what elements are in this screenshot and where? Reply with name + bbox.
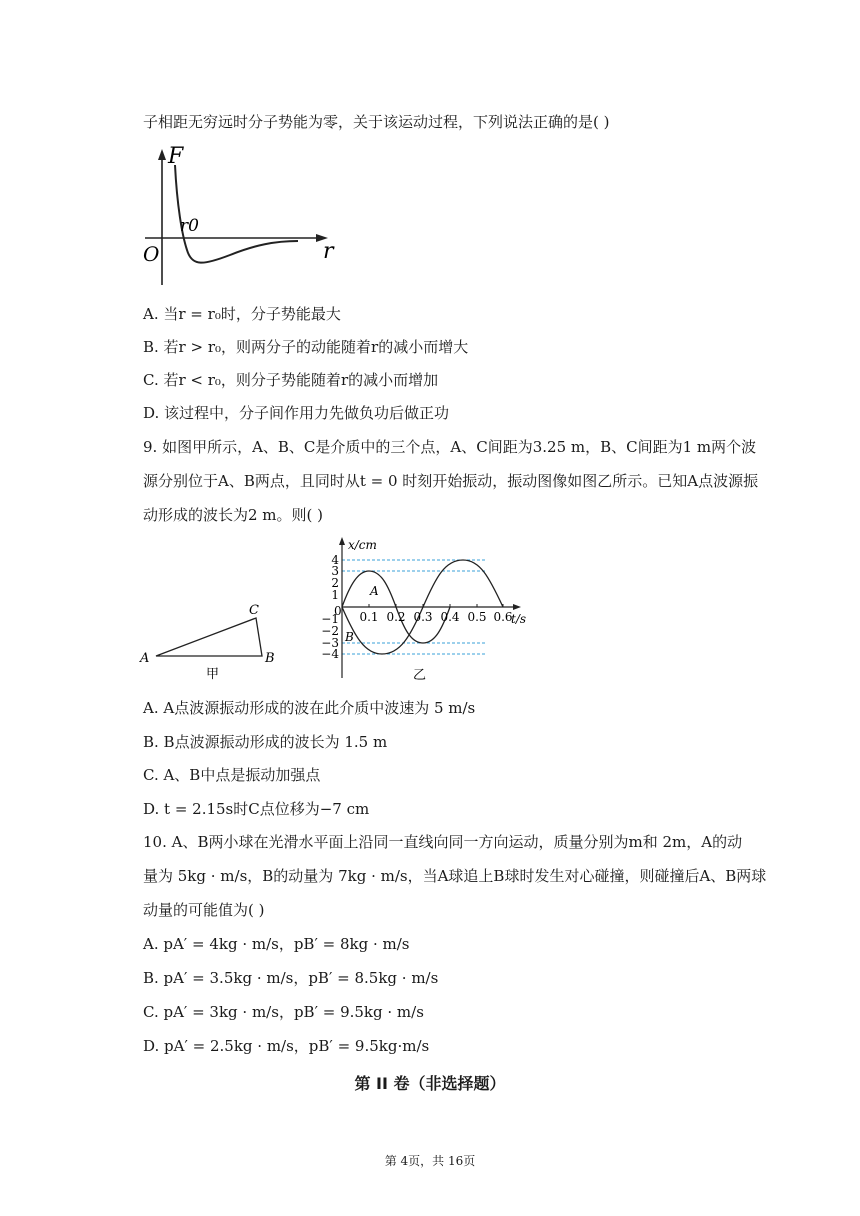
q9-jia-label-a: A: [140, 651, 150, 666]
q10-option-b: B. pA′ = 3.5kg · m/s，pB′ = 8.5kg · m/s: [143, 969, 439, 987]
q8-fig-origin: O: [143, 242, 160, 266]
q9-yi-caption: 乙: [413, 668, 427, 683]
q9-yi-ytick-m3: −3: [321, 636, 339, 650]
q9-option-d: D. t = 2.15s时C点位移为−7 cm: [143, 800, 370, 818]
q10-line-3: 动量的可能值为( ): [143, 901, 265, 919]
q9-option-b: B. B点波源振动形成的波长为 1.5 m: [143, 733, 388, 751]
q9-yi-xtick-5: 0.5: [467, 610, 487, 624]
q10-option-d: D. pA′ = 2.5kg · m/s，pB′ = 9.5kg·m/s: [143, 1037, 430, 1055]
section-title: 第 II 卷（非选择题）: [354, 1074, 506, 1093]
q9-yi-ytick-m1: −1: [321, 612, 339, 626]
q8-option-b: B. 若r > r₀，则两分子的动能随着r的减小而增大: [143, 338, 469, 356]
q8-fig-x-label: r: [323, 239, 334, 264]
q8-intro: 子相距无穷远时分子势能为零，关于该运动过程，下列说法正确的是( ): [143, 113, 610, 131]
q9-yi-xtick-3: 0.3: [413, 610, 433, 624]
q9-triangle-figure-jia: [138, 600, 278, 680]
q9-yi-y-label: x/cm: [348, 538, 377, 552]
q9-line-2: 源分别位于A、B两点，且同时从t = 0 时刻开始振动，振动图像如图乙所示。已知A点波源振: [143, 472, 759, 490]
q8-fig-r0: r0: [180, 216, 199, 236]
q8-option-d: D. 该过程中，分子间作用力先做负功后做正功: [143, 404, 450, 422]
q10-option-a: A. pA′ = 4kg · m/s，pB′ = 8kg · m/s: [143, 935, 410, 953]
q9-option-a: A. A点波源振动形成的波在此介质中波速为 5 m/s: [143, 699, 476, 717]
q9-yi-ytick-3: 3: [331, 564, 339, 578]
q8-fig-y-label: F: [168, 144, 184, 169]
q9-vibration-graph-yi: [321, 533, 535, 683]
q9-yi-ytick-2: 2: [331, 576, 339, 590]
q9-yi-xtick-1: 0.1: [359, 610, 379, 624]
q9-line-3: 动形成的波长为2 m。则( ): [143, 506, 324, 524]
page-footer: 第 4页，共 16页: [384, 1154, 476, 1168]
q9-yi-ytick-1: 1: [331, 588, 339, 602]
q8-option-c: C. 若r < r₀，则分子势能随着r的减小而增加: [143, 371, 439, 389]
q9-option-c: C. A、B中点是振动加强点: [143, 766, 321, 784]
q9-yi-ytick-m4: −4: [321, 647, 339, 661]
q9-yi-origin: 0: [334, 604, 342, 618]
q9-yi-xtick-2: 0.2: [386, 610, 406, 624]
q9-jia-caption: 甲: [206, 667, 220, 682]
q8-option-a: A. 当r = r₀时，分子势能最大: [143, 305, 341, 323]
q9-yi-curve-label-a: A: [370, 584, 379, 598]
q10-line-2: 量为 5kg · m/s，B的动量为 7kg · m/s，当A球追上B球时发生对心碰撞，则碰撞后A、B两球: [143, 867, 767, 885]
q10-line-1: 10. A、B两小球在光滑水平面上沿同一直线向同一方向运动，质量分别为m和 2m，A的动: [143, 833, 743, 851]
q9-yi-ytick-m2: −2: [321, 624, 339, 638]
q9-yi-curve-label-b: B: [345, 630, 354, 644]
q9-yi-ytick-4: 4: [331, 553, 339, 567]
q9-yi-xtick-6: 0.6: [493, 610, 513, 624]
q9-jia-label-c: C: [249, 603, 259, 618]
q9-jia-label-b: B: [265, 651, 275, 666]
q10-option-c: C. pA′ = 3kg · m/s，pB′ = 9.5kg · m/s: [143, 1003, 424, 1021]
q9-line-1: 9. 如图甲所示，A、B、C是介质中的三个点，A、C间距为3.25 m，B、C间距为1 m两个波: [143, 438, 757, 456]
q9-yi-x-label: t/s: [511, 612, 527, 626]
q8-force-curve-figure: [140, 145, 340, 290]
q9-yi-xtick-4: 0.4: [440, 610, 460, 624]
